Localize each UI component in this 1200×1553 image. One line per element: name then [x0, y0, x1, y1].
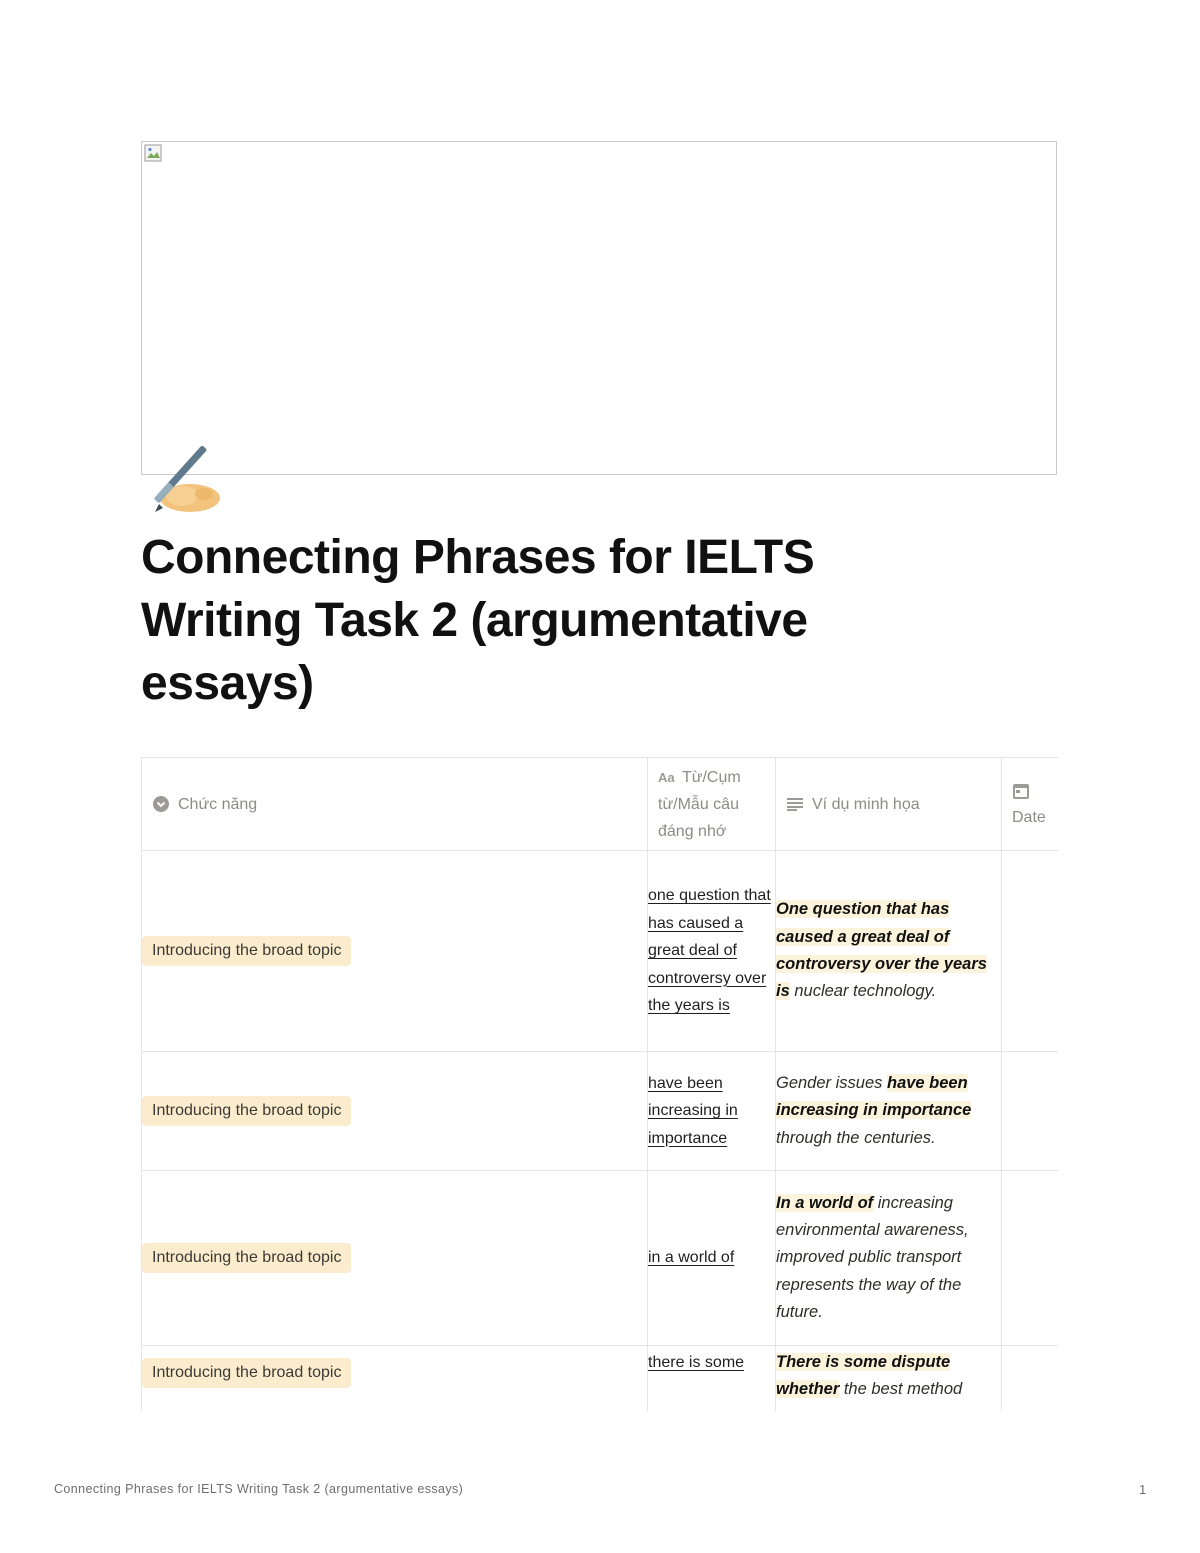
- writing-hand-icon: [146, 446, 222, 516]
- function-cell: [142, 1171, 648, 1346]
- example-highlight: One question that has caused a great deal of controversy over the years is: [776, 900, 987, 1001]
- example-highlight: In a world of: [776, 1193, 874, 1212]
- column-header-example[interactable]: [776, 758, 1002, 851]
- example-cell: [776, 1171, 1002, 1346]
- example-text: nuclear technology.: [789, 982, 937, 1001]
- column-header-label: Từ/Cụm từ/Mẫu câu đáng nhớ: [658, 768, 741, 840]
- cover-image: [141, 141, 1057, 475]
- example-text: the best method: [839, 1380, 963, 1399]
- function-tag: Introducing the broad topic: [142, 1243, 351, 1273]
- phrase-cell: [648, 1052, 776, 1171]
- function-tag: Introducing the broad topic: [142, 1096, 351, 1126]
- table-row[interactable]: [142, 1346, 1059, 1412]
- example-highlight: There is some dispute whether: [776, 1353, 951, 1399]
- database-table: [141, 757, 1058, 1411]
- example-text: increasing environmental awareness, improved public transport represents the way of the future.: [776, 1193, 969, 1321]
- svg-text:Aa: Aa: [658, 770, 675, 785]
- example-text: Gender issues: [776, 1074, 887, 1093]
- table-row[interactable]: [142, 1171, 1059, 1346]
- phrase-cell: [648, 1346, 776, 1412]
- date-cell: [1002, 1346, 1059, 1412]
- page-footer: Connecting Phrases for IELTS Writing Task 2 (argumentative essays): [54, 1482, 464, 1496]
- function-cell: [142, 851, 648, 1052]
- example-cell: [776, 1346, 1002, 1412]
- page-title: Connecting Phrases for IELTS Writing Task 2 (argumentative essays): [141, 531, 815, 710]
- function-cell: [142, 1052, 648, 1171]
- column-header-label: Chức năng: [178, 795, 258, 813]
- column-header-function[interactable]: [142, 758, 648, 851]
- function-cell: [142, 1346, 648, 1412]
- table-row[interactable]: [142, 1052, 1059, 1171]
- column-header-label: Ví dụ minh họa: [812, 795, 920, 813]
- table-row[interactable]: [142, 851, 1059, 1052]
- broken-image-icon: [144, 144, 164, 164]
- phrase-text: have been increasing in importance: [648, 1074, 738, 1147]
- page-number: 1: [1139, 1482, 1147, 1497]
- table-header-row: [142, 758, 1059, 851]
- example-cell: [776, 851, 1002, 1052]
- title-property-icon: [658, 770, 678, 784]
- example-cell: [776, 1052, 1002, 1171]
- column-header-label: Date: [1012, 809, 1046, 826]
- phrase-cell: [648, 851, 776, 1052]
- text-property-icon: [786, 797, 804, 811]
- date-cell: [1002, 1171, 1059, 1346]
- function-tag: Introducing the broad topic: [142, 1358, 351, 1388]
- column-header-date[interactable]: [1002, 758, 1059, 851]
- function-tag: Introducing the broad topic: [142, 936, 351, 966]
- date-property-icon: [1012, 782, 1030, 800]
- example-text: through the centuries.: [776, 1128, 936, 1147]
- phrase-text: in a world of: [648, 1249, 735, 1267]
- date-cell: [1002, 1052, 1059, 1171]
- phrase-text: there is some: [648, 1354, 745, 1371]
- date-cell: [1002, 851, 1059, 1052]
- example-highlight: have been increasing in importance: [776, 1074, 972, 1120]
- phrase-text: one question that has caused a great deal of controversy over the years is: [648, 887, 771, 1015]
- column-header-phrase[interactable]: [648, 758, 776, 851]
- select-property-icon: [152, 795, 170, 813]
- phrase-cell: [648, 1171, 776, 1346]
